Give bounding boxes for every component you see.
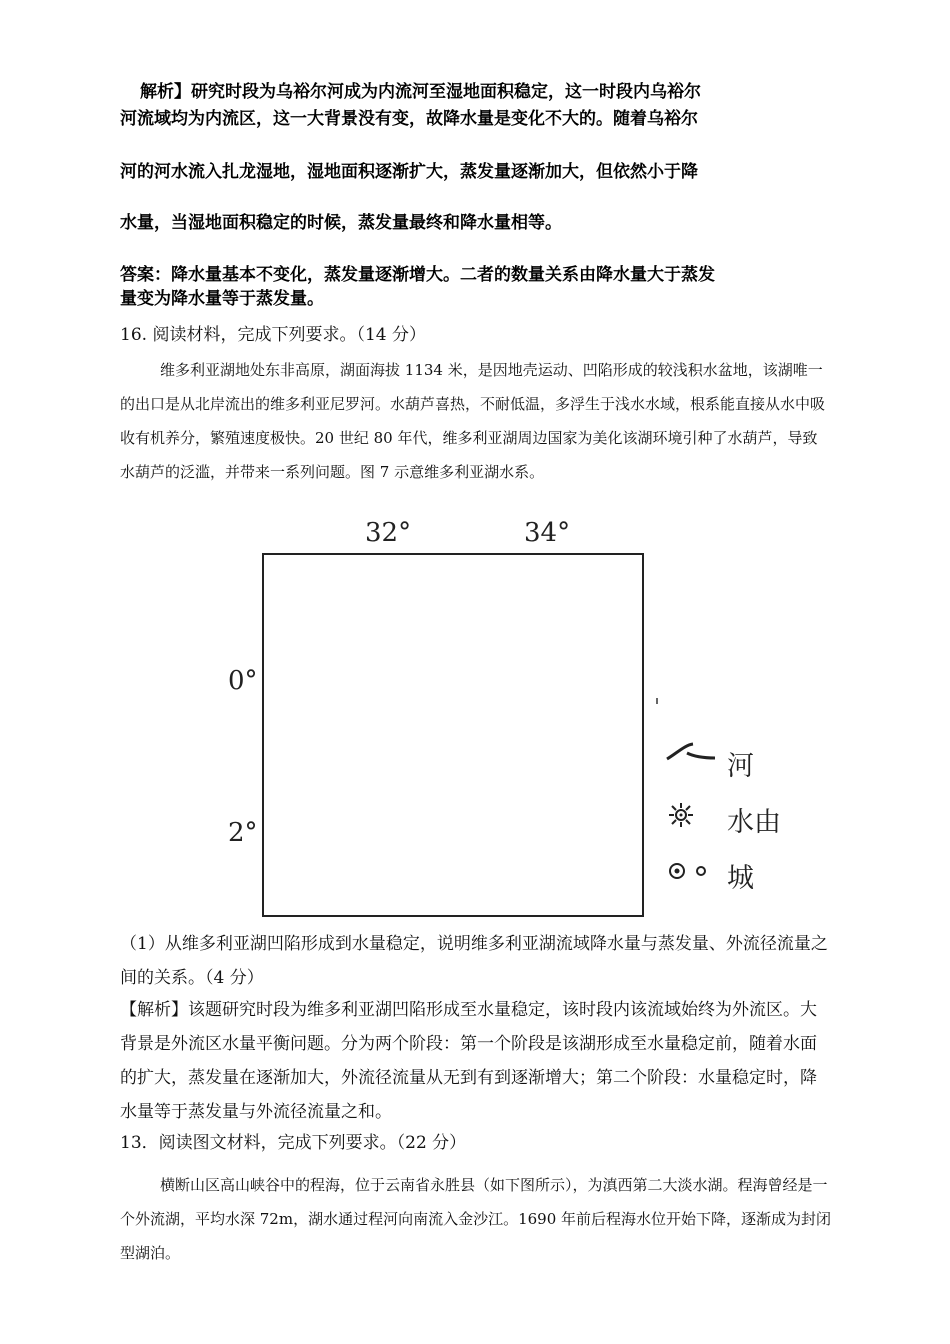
analysis-text-line: 河的河水流入扎龙湿地，湿地面积逐渐扩大，蒸发量逐渐加大，但依然小于降: [120, 162, 698, 182]
city-icon: [668, 861, 710, 881]
longitude-label: 34°: [524, 518, 571, 548]
legend-river-label: 河: [727, 751, 754, 782]
analysis-text-line: 水量，当湿地面积稳定的时候，蒸发量最终和降水量相等。: [120, 213, 562, 233]
question-16-subquestion-1: （1）从维多利亚湖凹陷形成到水量稳定，说明维多利亚湖流域降水量与蒸发量、外流径流量之间的关系。（4 分）: [120, 934, 828, 988]
analysis-text-line: 河流域均为内流区，这一大背景没有变，故降水量是变化不大的。随着乌裕尔: [120, 109, 698, 129]
longitude-label: 32°: [365, 518, 412, 548]
legend-source-label: 水由: [727, 807, 781, 838]
question-16-title: 16. 阅读材料，完成下列要求。（14 分）: [120, 325, 426, 345]
river-icon: [665, 741, 717, 767]
answer-text-line: 答案：降水量基本不变化，蒸发量逐渐增大。二者的数量关系由降水量大于蒸发: [120, 265, 715, 285]
answer-text-line: 量变为降水量等于蒸发量。: [120, 289, 324, 309]
victoria-lake-map-figure: [225, 518, 815, 928]
question-13-title: 13．阅读图文材料，完成下列要求。（22 分）: [120, 1133, 467, 1153]
latitude-label: 0°: [228, 666, 258, 696]
question-13-material: 横断山区高山峡谷中的程海，位于云南省永胜县（如下图所示），为滇西第二大淡水湖。程海曾经是一个外流湖，平均水深 72m，湖水通过程河向南流入金沙江。1690 年前后程海水位开始下降，逐渐成为封闭型湖泊。: [120, 1176, 832, 1262]
analysis-text-line: 解析】研究时段为乌裕尔河成为内流河至湿地面积稳定，这一时段内乌裕尔: [140, 82, 701, 102]
question-16-analysis: 【解析】该题研究时段为维多利亚湖凹陷形成至水量稳定，该时段内该流域始终为外流区。大背景是外流区水量平衡问题。分为两个阶段：第一个阶段是该湖形成至水量稳定前，随着水面的扩大，蒸发量在逐渐加大，外流径流量从无到有到逐渐增大；第二个阶段：水量稳定时，降水量等于蒸发量与外流径流量之和。: [120, 1000, 817, 1122]
map-edge-mark: [656, 698, 658, 704]
latitude-label: 2°: [228, 818, 258, 848]
question-16-material: 维多利亚湖地处东非高原，湖面海拔 1134 米，是因地壳运动、凹陷形成的较浅积水盆地，该湖唯一的出口是从北岸流出的维多利亚尼罗河。水葫芦喜热，不耐低温，多浮生于浅水水域，根系能直接从水中吸收有机养分，繁殖速度极快。20 世纪 80 年代，维多利亚湖周边国家为美化该湖环境引种了水葫芦，导致水葫芦的泛滥，并带来一系列问题。图 7 示意维多利亚湖水系。: [120, 361, 826, 481]
source-icon: [668, 802, 694, 828]
legend-city-label: 城: [727, 863, 754, 894]
map-frame: [262, 553, 644, 917]
